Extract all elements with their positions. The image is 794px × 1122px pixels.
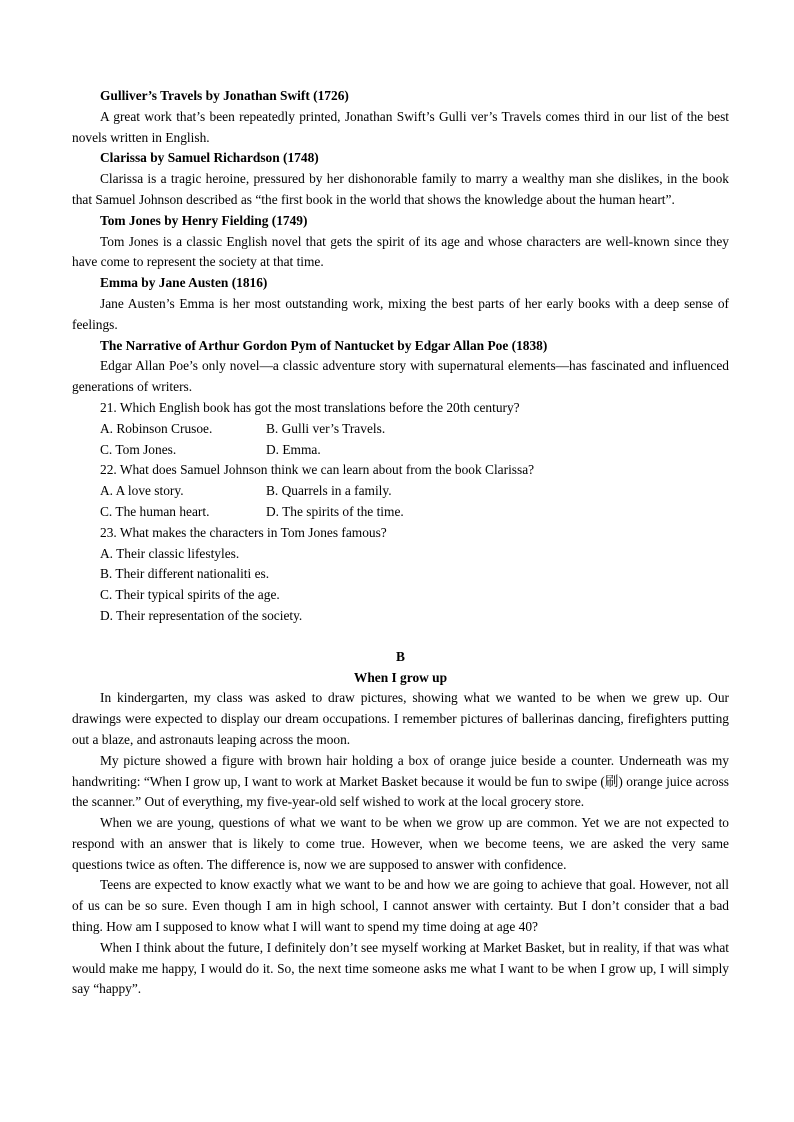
section-letter: B <box>396 648 405 664</box>
option-row <box>72 502 729 523</box>
question-stem: 23. What makes the characters in Tom Jones famous? <box>100 524 387 540</box>
passage-paragraph: In kindergarten, my class was asked to draw pictures, showing what we wanted to be when we grew up. Our drawings were expected to display our dream occupations. I remember pictures of ballerinas dancing, firefighters putting out a blaze, and astronauts leaping across the moon. <box>72 690 729 747</box>
option-d: D. Emma. <box>266 441 321 457</box>
book-entry <box>72 86 729 148</box>
option-row <box>72 440 729 461</box>
book-title: Emma by Jane Austen (1816) <box>100 275 268 291</box>
question-stem: 22. What does Samuel Johnson think we can learn about from the book Clarissa? <box>100 462 535 478</box>
passage-paragraph: When we are young, questions of what we want to be when we grow up are common. Yet we are not expected to respond with an answer that is likely to come true. However, when we become teens, we are asked the very same questions twice as often. The difference is, now we are supposed to answer with confidence. <box>72 815 729 872</box>
section-spacer <box>72 627 729 647</box>
question-23 <box>72 523 729 627</box>
question-21 <box>72 398 729 460</box>
option-d: D. The spirits of the time. <box>266 503 404 519</box>
book-description: A great work that’s been repeatedly printed, Jonathan Swift’s Gulli ver’s Travels comes third in our list of the best novels written in English. <box>72 108 729 145</box>
book-description: Jane Austen’s Emma is her most outstanding work, mixing the best parts of her early books with a deep sense of feelings. <box>72 295 729 332</box>
option-b: B. Quarrels in a family. <box>266 483 392 499</box>
option-b: B. Gulli ver’s Travels. <box>266 420 386 436</box>
book-entry <box>72 273 729 335</box>
book-title: Gulliver’s Travels by Jonathan Swift (1726) <box>100 88 349 103</box>
book-entry <box>72 336 729 398</box>
passage-paragraph: Teens are expected to know exactly what we want to be and how we are going to achieve that goal. However, not all of us can be so sure. Even though I am in high school, I cannot answer with certainty. But I don’t consider that a bad thing. How am I supposed to know what I will want to spend my time doing at age 40? <box>72 877 729 935</box>
book-entry <box>72 148 729 210</box>
book-description: Edgar Allan Poe’s only novel—a classic adventure story with supernatural elements—has fascinated and influenced generations of writers. <box>72 358 729 395</box>
passage-paragraph: My picture showed a figure with brown hair holding a box of orange juice beside a counter. Underneath was my handwriting: “When I grow up, I want to work at Market Basket because it would be fun to swipe (刷) orange juice across the scanner.” Out of everything, my five-year-old self wished to work at the local grocery store. <box>72 752 729 810</box>
passage-paragraph: When I think about the future, I definitely don’t see myself working at Market Basket, but in reality, if that was what would make me happy, I would do it. So, the next time someone asks me what I want to be when I grow up, I will simply say “happy”. <box>72 939 729 997</box>
book-title: Tom Jones by Henry Fielding (1749) <box>100 212 308 228</box>
book-description: Clarissa is a tragic heroine, pressured by her dishonorable family to marry a wealthy man she dislikes, in the book that Samuel Johnson described as “the first book in the world that shows the knowledge about the human heart”. <box>72 171 729 207</box>
passage-title: When I grow up <box>353 669 448 685</box>
question-22 <box>72 460 729 522</box>
option-row <box>72 481 729 502</box>
book-entry <box>72 211 729 273</box>
book-title: The Narrative of Arthur Gordon Pym of Nantucket by Edgar Allan Poe (1838) <box>100 337 548 353</box>
option-a: A. A love story. <box>100 483 184 499</box>
book-description: Tom Jones is a classic English novel that gets the spirit of its age and whose characters are well-known since they have come to represent the society at that time. <box>72 233 729 270</box>
option-c: C. Their typical spirits of the age. <box>100 587 280 603</box>
option-row <box>72 419 729 440</box>
option-a: A. Robinson Crusoe. <box>100 420 213 436</box>
option-b: B. Their different nationaliti es. <box>100 566 270 582</box>
exam-page <box>72 86 729 1000</box>
book-title: Clarissa by Samuel Richardson (1748) <box>100 150 319 166</box>
option-d: D. Their representation of the society. <box>100 607 303 623</box>
question-stem: 21. Which English book has got the most translations before the 20th century? <box>100 399 520 415</box>
option-c: C. Tom Jones. <box>100 441 177 457</box>
option-a: A. Their classic lifestyles. <box>100 545 240 561</box>
option-c: C. The human heart. <box>100 503 210 519</box>
